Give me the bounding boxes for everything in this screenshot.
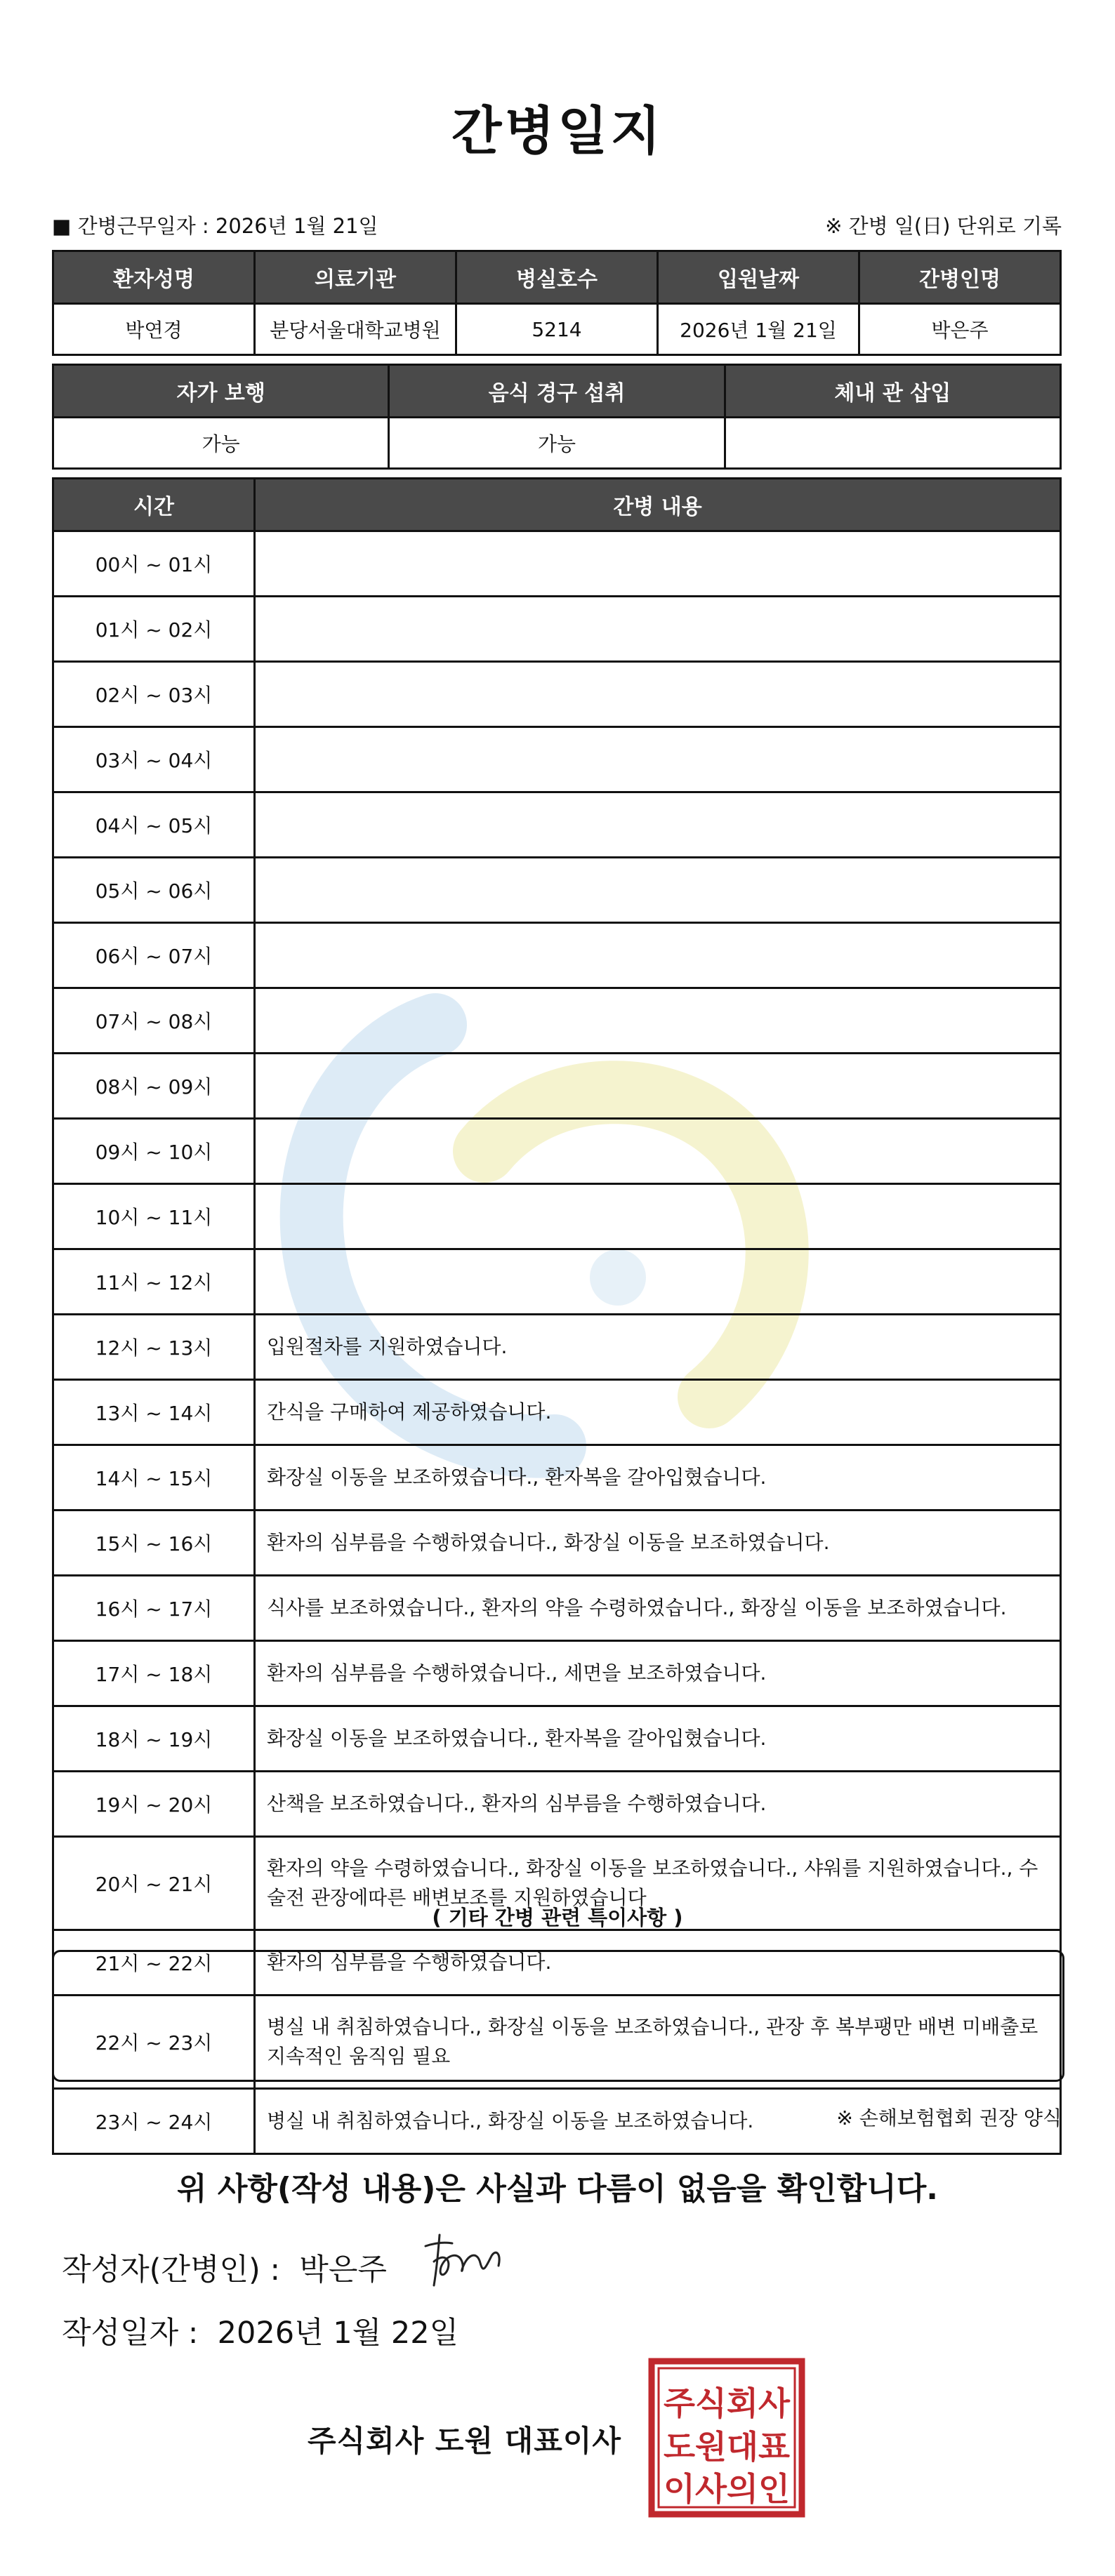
remarks-title: ( 기타 간병 관련 특이사항 ) (432, 1906, 683, 1930)
log-row (53, 662, 1061, 727)
handwritten-signature (413, 2225, 518, 2295)
log-row (53, 531, 1061, 597)
log-content (255, 1184, 1061, 1249)
log-content: 병실 내 취침하였습니다., 화장실 이동을 보조하였습니다., 관장 후 복부팽만 배변 미배출로 지속적인 움직임 필요 (255, 1996, 1061, 2089)
patient-status-table (52, 364, 1062, 470)
svg-text:주식회사: 주식회사 (664, 2384, 791, 2422)
log-time: 08시 ~ 09시 (53, 1054, 255, 1119)
hospital-name: 분당서울대학교병원 (255, 304, 456, 355)
header-care-content: 간병 내용 (255, 479, 1061, 531)
log-time: 15시 ~ 16시 (53, 1511, 255, 1576)
log-row (53, 727, 1061, 792)
log-row (53, 1706, 1061, 1772)
room-number: 5214 (456, 304, 658, 355)
form-source-note: ※ 손해보험협회 권장 양식 (836, 2106, 1062, 2130)
log-row (53, 1380, 1061, 1445)
header-caregiver-name: 간병인명 (859, 251, 1061, 304)
log-content: 입원절차를 지원하였습니다. (255, 1315, 1061, 1380)
writer-name: 박은주 (299, 2252, 387, 2288)
log-content: 간식을 구매하여 제공하였습니다. (255, 1380, 1061, 1445)
log-time: 07시 ~ 08시 (53, 988, 255, 1054)
work-date-value: 2026년 1월 21일 (215, 214, 378, 238)
log-time: 11시 ~ 12시 (53, 1249, 255, 1315)
log-time: 19시 ~ 20시 (53, 1772, 255, 1837)
log-row (53, 792, 1061, 858)
log-row (53, 1119, 1061, 1184)
header-tube-insertion: 체내 관 삽입 (725, 365, 1060, 418)
patient-name: 박연경 (53, 304, 255, 355)
log-content: 환자의 심부름을 수행하였습니다. (255, 1930, 1061, 1996)
patient-info-table (52, 250, 1062, 356)
log-row (53, 1184, 1061, 1249)
log-content (255, 988, 1061, 1054)
header-room-number: 병실호수 (456, 251, 658, 304)
log-content: 환자의 심부름을 수행하였습니다., 세면을 보조하였습니다. (255, 1641, 1061, 1706)
page-title: 간병일지 (451, 101, 664, 161)
log-time: 20시 ~ 21시 (53, 1837, 255, 1930)
header-patient-name: 환자성명 (53, 251, 255, 304)
work-date-label: ■ 간병근무일자 : (52, 214, 209, 238)
log-time: 16시 ~ 17시 (53, 1576, 255, 1641)
log-time: 23시 ~ 24시 (53, 2089, 255, 2154)
log-row (53, 1249, 1061, 1315)
log-row (53, 1445, 1061, 1511)
log-content: 환자의 약을 수령하였습니다., 화장실 이동을 보조하였습니다., 샤워를 지원하였습니다., 수술전 관장에따른 배변보조를 지원하였습니다 (255, 1837, 1061, 1930)
writer-line (62, 2246, 387, 2289)
log-row (53, 1772, 1061, 1837)
confirmation-statement: 위 사항(작성 내용)은 사실과 다름이 없음을 확인합니다. (177, 2171, 938, 2207)
log-content: 화장실 이동을 보조하였습니다., 환자복을 갈아입혔습니다. (255, 1706, 1061, 1772)
log-content (255, 858, 1061, 923)
log-content (255, 1119, 1061, 1184)
log-time: 17시 ~ 18시 (53, 1641, 255, 1706)
header-hospital: 의료기관 (255, 251, 456, 304)
header-oral-intake: 음식 경구 섭취 (389, 365, 725, 418)
log-content: 병실 내 취침하였습니다., 화장실 이동을 보조하였습니다. (255, 2089, 1061, 2154)
svg-text:이사의인: 이사의인 (664, 2470, 790, 2508)
log-content: 환자의 심부름을 수행하였습니다., 화장실 이동을 보조하였습니다. (255, 1511, 1061, 1576)
log-time: 03시 ~ 04시 (53, 727, 255, 792)
log-row (53, 923, 1061, 988)
patient-info-value-row (53, 304, 1061, 355)
self-walking-value: 가능 (53, 418, 389, 469)
company-seal-stamp (647, 2357, 806, 2518)
log-content (255, 662, 1061, 727)
work-date-line (52, 211, 378, 239)
log-time: 18시 ~ 19시 (53, 1706, 255, 1772)
log-content (255, 1054, 1061, 1119)
written-date-line (62, 2309, 458, 2352)
log-row (53, 1054, 1061, 1119)
log-content: 화장실 이동을 보조하였습니다., 환자복을 갈아입혔습니다. (255, 1445, 1061, 1511)
log-time: 12시 ~ 13시 (53, 1315, 255, 1380)
log-content: 식사를 보조하였습니다., 환자의 약을 수령하였습니다., 화장실 이동을 보조하였습니다. (255, 1576, 1061, 1641)
log-time: 14시 ~ 15시 (53, 1445, 255, 1511)
status-value-row (53, 418, 1061, 469)
log-time: 01시 ~ 02시 (53, 597, 255, 662)
admission-date: 2026년 1월 21일 (658, 304, 859, 355)
oral-intake-value: 가능 (389, 418, 725, 469)
log-row (53, 858, 1061, 923)
remarks-box[interactable] (52, 1950, 1064, 2082)
written-date-value: 2026년 1월 22일 (217, 2316, 459, 2351)
log-time: 04시 ~ 05시 (53, 792, 255, 858)
log-content: 산책을 보조하였습니다., 환자의 심부름을 수행하였습니다. (255, 1772, 1061, 1837)
log-time: 00시 ~ 01시 (53, 531, 255, 597)
company-representative: 주식회사 도원 대표이사 (308, 2424, 621, 2458)
log-content (255, 1249, 1061, 1315)
written-date-label: 작성일자 : (62, 2316, 199, 2351)
log-time: 22시 ~ 23시 (53, 1996, 255, 2089)
log-time: 10시 ~ 11시 (53, 1184, 255, 1249)
log-row (53, 1576, 1061, 1641)
writer-label: 작성자(간병인) : (62, 2252, 280, 2288)
patient-info-header-row (53, 251, 1061, 304)
log-content (255, 727, 1061, 792)
caregiver-name: 박은주 (859, 304, 1061, 355)
log-time: 21시 ~ 22시 (53, 1930, 255, 1996)
log-row (53, 988, 1061, 1054)
log-row (53, 1315, 1061, 1380)
log-content (255, 792, 1061, 858)
record-unit-note: ※ 간병 일(日) 단위로 기록 (825, 214, 1062, 238)
header-self-walking: 자가 보행 (53, 365, 389, 418)
log-time: 13시 ~ 14시 (53, 1380, 255, 1445)
log-time: 02시 ~ 03시 (53, 662, 255, 727)
log-row (53, 1511, 1061, 1576)
log-time: 09시 ~ 10시 (53, 1119, 255, 1184)
log-row (53, 597, 1061, 662)
header-time: 시간 (53, 479, 255, 531)
log-time: 05시 ~ 06시 (53, 858, 255, 923)
status-header-row (53, 365, 1061, 418)
log-content (255, 531, 1061, 597)
log-header-row (53, 479, 1061, 531)
log-content (255, 923, 1061, 988)
svg-text:도원대표: 도원대표 (664, 2428, 791, 2466)
header-admission-date: 입원날짜 (658, 251, 859, 304)
log-row (53, 1641, 1061, 1706)
log-time: 06시 ~ 07시 (53, 923, 255, 988)
log-content (255, 597, 1061, 662)
tube-insertion-value (725, 418, 1060, 469)
